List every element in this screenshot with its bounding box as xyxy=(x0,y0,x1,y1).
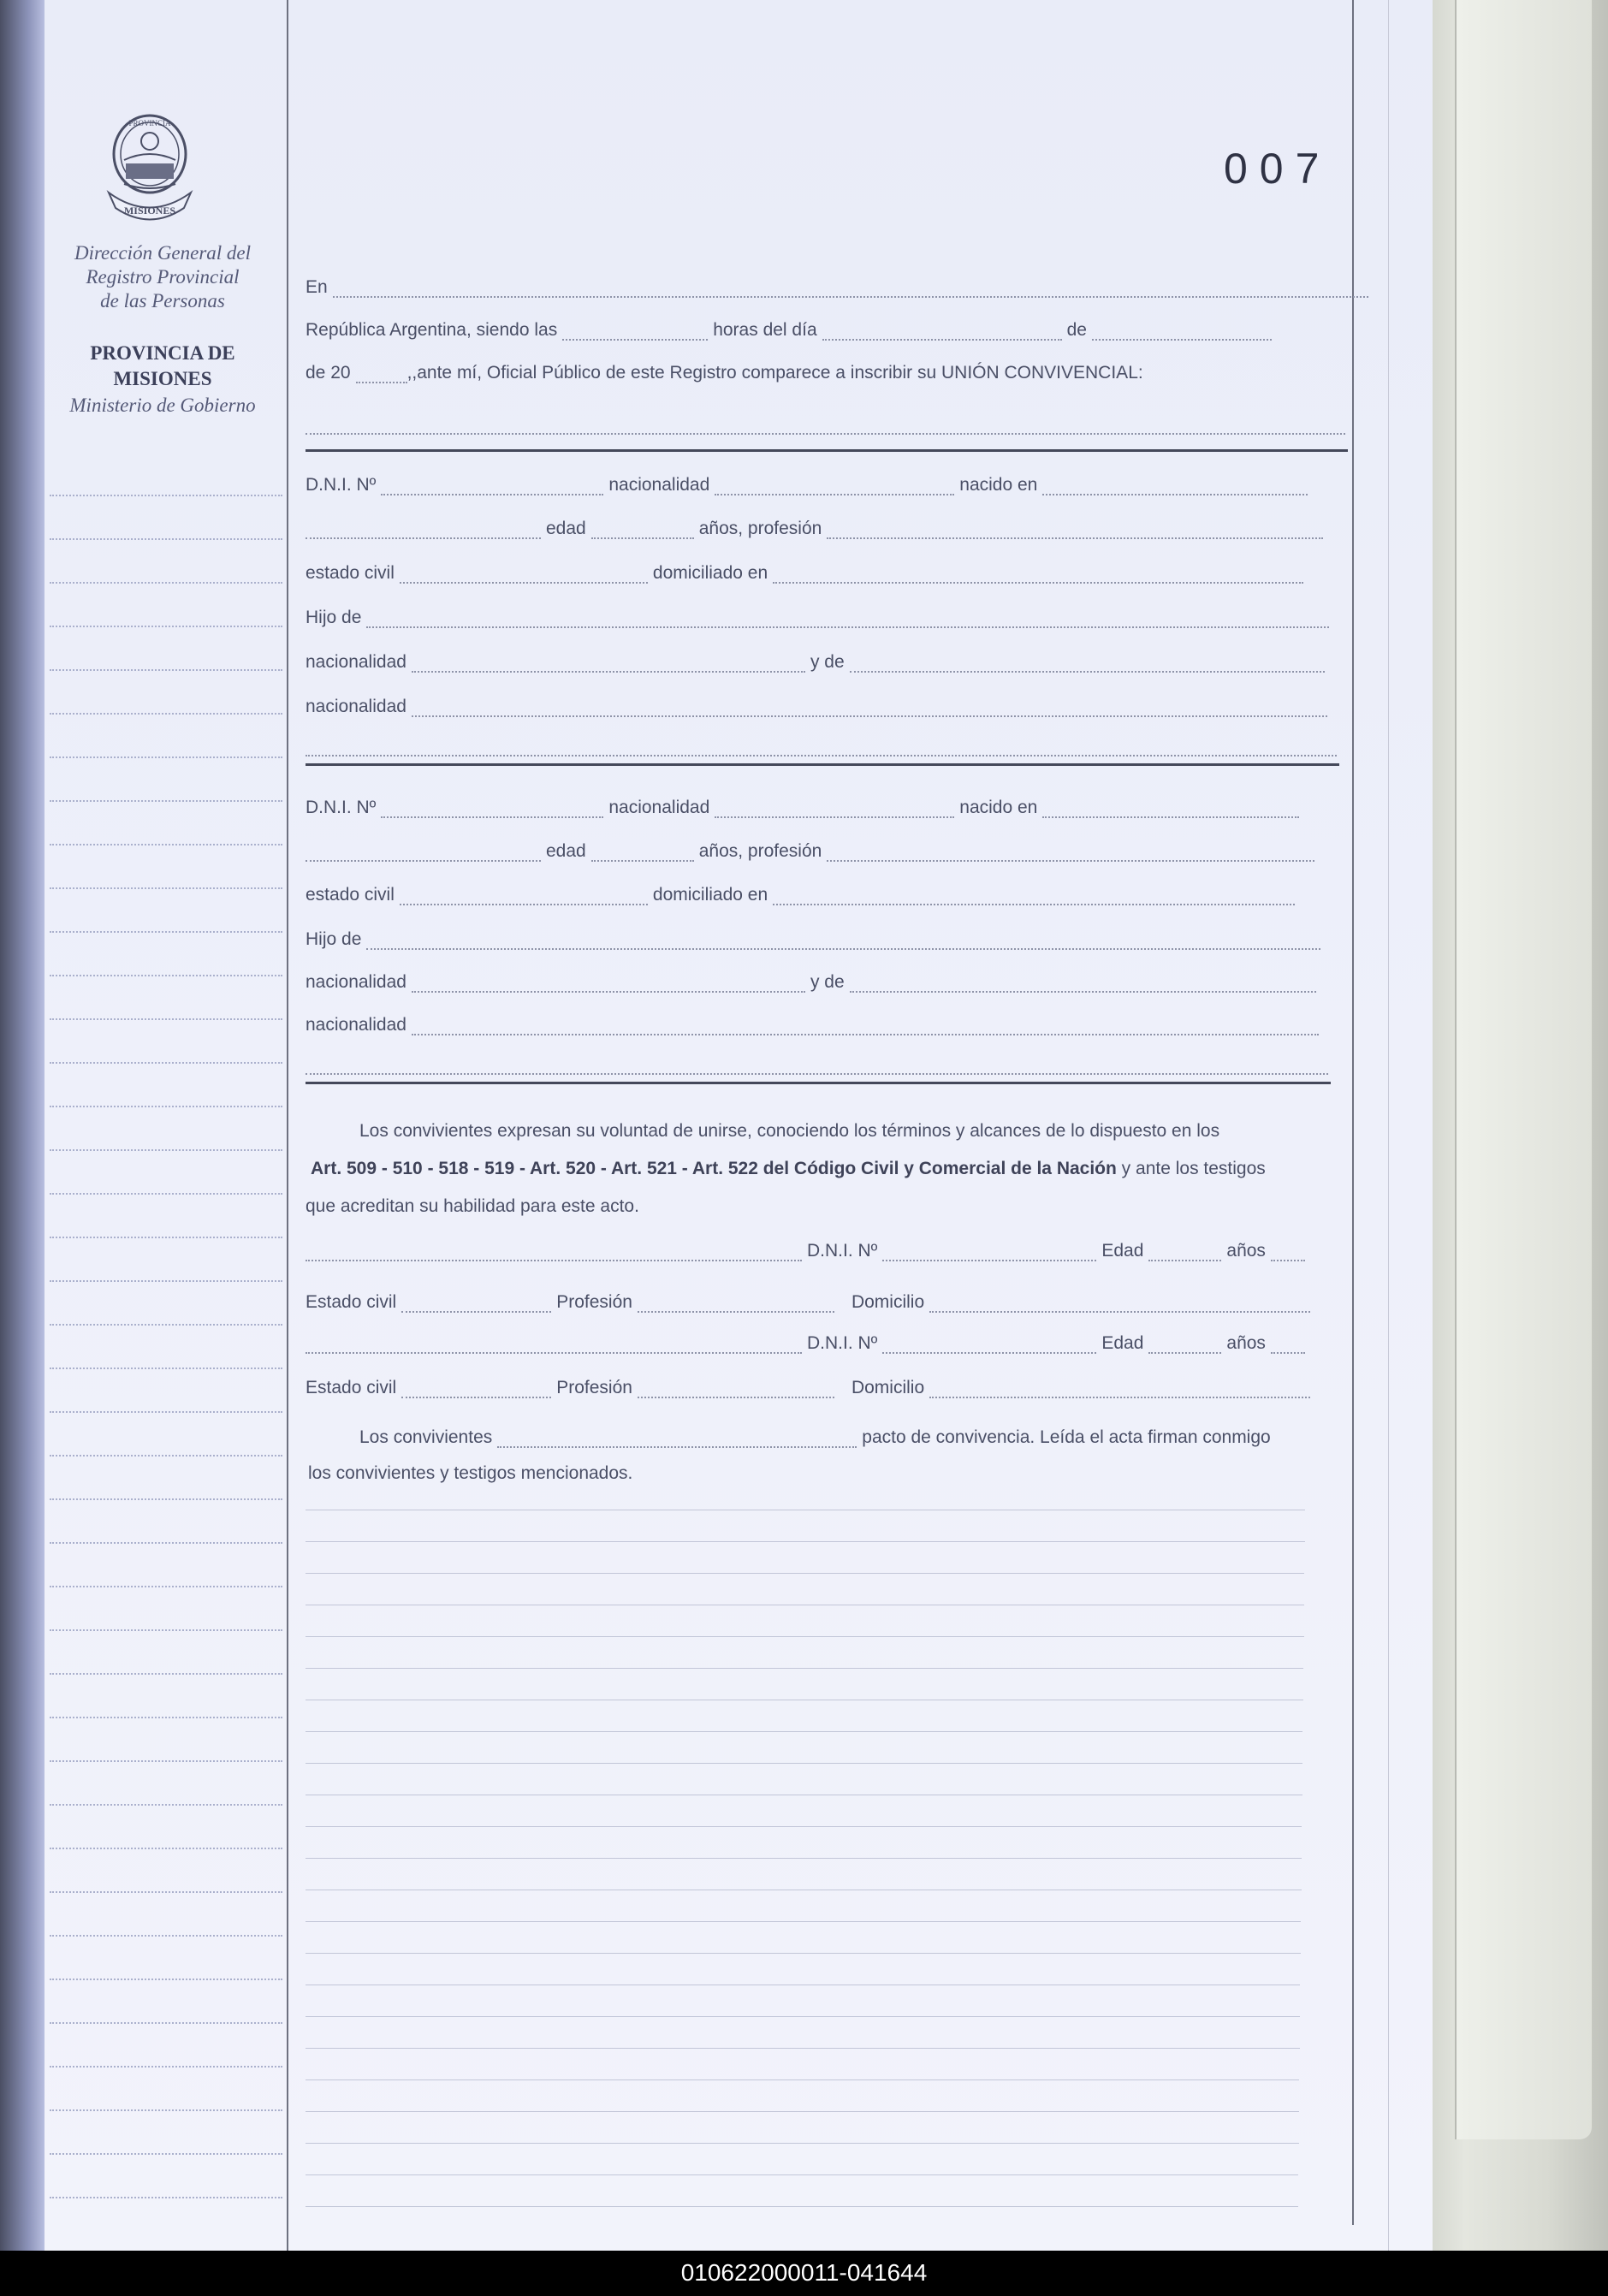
declaration-line-2-tail: y ante los testigos xyxy=(1116,1159,1266,1178)
margin-line xyxy=(50,713,282,715)
label-p1-nacido: nacido en xyxy=(959,475,1038,495)
label-w1-estado-civil: Estado civil xyxy=(306,1292,397,1312)
label-de: de xyxy=(1066,320,1087,340)
row-w1-name xyxy=(306,1241,1305,1261)
label-p1-y-de: y de xyxy=(810,652,845,672)
row-p2-dni xyxy=(306,798,1299,818)
field-p2-parent2-nationality[interactable] xyxy=(412,1018,1319,1035)
field-w2-anos-tail[interactable] xyxy=(1271,1337,1305,1354)
label-los-convivientes: Los convivientes xyxy=(359,1427,493,1447)
field-p2-nationality[interactable] xyxy=(715,801,954,818)
ruled-line[interactable] xyxy=(306,2079,1299,2080)
field-p1-profession[interactable] xyxy=(827,522,1323,539)
label-w2-dni: D.N.I. Nº xyxy=(807,1333,878,1353)
margin-line xyxy=(50,1324,282,1326)
field-p2-profession[interactable] xyxy=(827,845,1314,862)
field-year[interactable] xyxy=(356,366,407,383)
ruled-line[interactable] xyxy=(306,1826,1302,1827)
ruled-line[interactable] xyxy=(306,2174,1298,2175)
label-de20: de 20 xyxy=(306,363,351,383)
field-p2-extra[interactable] xyxy=(306,1058,1328,1075)
margin-line xyxy=(50,756,282,758)
ruled-line[interactable] xyxy=(306,2143,1299,2144)
field-p1-age[interactable] xyxy=(591,522,694,539)
field-w2-dni[interactable] xyxy=(882,1337,1096,1354)
field-p1-address[interactable] xyxy=(773,567,1303,584)
field-p2-address[interactable] xyxy=(773,888,1295,905)
ruled-line[interactable] xyxy=(306,2206,1298,2207)
label-p1-parent2-nationality: nacionalidad xyxy=(306,697,406,716)
row-p1-nac2 xyxy=(306,697,1327,717)
margin-line xyxy=(50,1629,282,1631)
margin-line xyxy=(50,626,282,627)
row-w2-name xyxy=(306,1333,1305,1354)
label-en: En xyxy=(306,277,328,297)
label-w2-anos: años xyxy=(1226,1333,1266,1353)
margin-line xyxy=(50,1280,282,1282)
ruled-line[interactable] xyxy=(306,1668,1303,1669)
margin-line xyxy=(50,1411,282,1413)
row-p1-estado xyxy=(306,563,1303,584)
label-p2-parent1-nationality: nacionalidad xyxy=(306,972,406,992)
margin-line xyxy=(50,1760,282,1762)
ruled-line[interactable] xyxy=(306,2048,1300,2049)
margin-line xyxy=(50,2197,282,2198)
margin-line xyxy=(50,1498,282,1500)
right-border-faint xyxy=(1388,0,1389,2251)
ruled-line[interactable] xyxy=(306,1763,1302,1764)
margin-line xyxy=(50,1542,282,1544)
margin-line xyxy=(50,2153,282,2155)
label-w1-anos: años xyxy=(1226,1241,1266,1261)
margin-line xyxy=(50,1455,282,1457)
margin-line xyxy=(50,1149,282,1151)
label-p2-nacido: nacido en xyxy=(959,798,1038,817)
margin-line xyxy=(50,1062,282,1064)
label-w2-domicilio: Domicilio xyxy=(851,1378,925,1397)
field-day[interactable] xyxy=(822,323,1062,341)
label-p2-nacionalidad: nacionalidad xyxy=(608,798,710,817)
ruled-line[interactable] xyxy=(306,1953,1301,1954)
field-month[interactable] xyxy=(1092,323,1272,341)
row-p2-hijo xyxy=(306,929,1320,950)
label-p2-hijo-de: Hijo de xyxy=(306,929,362,949)
ruled-line[interactable] xyxy=(306,1541,1305,1542)
field-p2-parent1[interactable] xyxy=(366,933,1320,950)
ministry-line: Ministerio de Gobierno xyxy=(69,395,256,416)
ruled-line[interactable] xyxy=(306,1573,1304,1574)
ruled-line[interactable] xyxy=(306,1636,1304,1637)
row-p2-edad xyxy=(306,841,1314,862)
field-p2-birthplace-cont[interactable] xyxy=(306,845,541,862)
row-w2-estado xyxy=(306,1378,1310,1398)
field-p2-parent1-nationality[interactable] xyxy=(412,976,805,993)
seal-bottom-text: MISIONES xyxy=(123,205,176,217)
margin-line xyxy=(50,931,282,933)
margin-line xyxy=(50,1979,282,1980)
right-border xyxy=(1352,0,1354,2225)
field-p1-nationality[interactable] xyxy=(715,478,954,495)
margin-line xyxy=(50,495,282,496)
field-p1-parent2-nationality[interactable] xyxy=(412,700,1327,717)
field-w2-name[interactable] xyxy=(306,1337,802,1354)
label-p2-anos-profesion: años, profesión xyxy=(698,841,822,861)
field-p1-extra[interactable] xyxy=(306,739,1337,756)
field-opening-extra[interactable] xyxy=(306,418,1345,435)
field-p1-parent1[interactable] xyxy=(366,611,1329,628)
field-w1-anos-tail[interactable] xyxy=(1271,1244,1305,1261)
label-pacto: pacto de convivencia. Leída el acta firman conmigo xyxy=(862,1427,1271,1447)
office-line-3: de las Personas xyxy=(100,290,225,311)
field-w1-dni[interactable] xyxy=(882,1244,1096,1261)
label-p1-anos-profesion: años, profesión xyxy=(698,519,822,538)
margin-line xyxy=(50,1193,282,1195)
label-w2-profesion: Profesión xyxy=(556,1378,632,1397)
margin-line xyxy=(50,2022,282,2024)
row-p2-blank xyxy=(306,1058,1328,1075)
label-p2-parent2-nationality: nacionalidad xyxy=(306,1015,406,1035)
declaration-line-2 xyxy=(311,1159,1266,1179)
margin-line xyxy=(50,887,282,889)
row-p2-estado xyxy=(306,885,1295,905)
margin-line xyxy=(50,2066,282,2068)
row-w1-estado xyxy=(306,1292,1310,1313)
declaration-line-3: que acreditan su habilidad para este acto. xyxy=(306,1196,639,1216)
label-w2-edad: Edad xyxy=(1101,1333,1144,1353)
field-p2-birthplace[interactable] xyxy=(1042,801,1299,818)
label-w1-edad: Edad xyxy=(1101,1241,1144,1261)
margin-divider xyxy=(287,0,288,2251)
row-republica xyxy=(306,320,1272,341)
row-en xyxy=(306,277,1368,298)
field-p1-parent2[interactable] xyxy=(850,656,1325,673)
field-w2-age[interactable] xyxy=(1148,1337,1221,1354)
row-ante xyxy=(306,363,1148,383)
row-p1-dni xyxy=(306,475,1308,495)
field-w1-age[interactable] xyxy=(1148,1244,1221,1261)
margin-line xyxy=(50,1848,282,1849)
margin-line xyxy=(50,975,282,976)
margin-line xyxy=(50,669,282,671)
row-p1-nac1 xyxy=(306,652,1325,673)
row-p2-nac2 xyxy=(306,1015,1319,1035)
margin-line xyxy=(50,1891,282,1893)
field-p1-birthplace[interactable] xyxy=(1042,478,1308,495)
field-p2-parent2[interactable] xyxy=(850,976,1316,993)
barcode-number: 010622000011-041644 xyxy=(680,2259,928,2286)
office-line-2: Registro Provincial xyxy=(86,266,240,288)
field-p2-age[interactable] xyxy=(591,845,694,862)
declaration-line-1: Los convivientes expresan su voluntad de unirse, conociendo los términos y alcances de lo dispuesto en los xyxy=(359,1121,1220,1141)
field-hour[interactable] xyxy=(562,323,708,341)
footer-bar xyxy=(0,2251,1608,2296)
field-p1-dni[interactable] xyxy=(381,478,603,495)
margin-line xyxy=(50,1106,282,1107)
row-p2-nac1 xyxy=(306,972,1316,993)
label-p1-dni: D.N.I. Nº xyxy=(306,475,377,495)
label-p1-hijo-de: Hijo de xyxy=(306,608,362,627)
label-w1-profesion: Profesión xyxy=(556,1292,632,1312)
field-w2-profession[interactable] xyxy=(638,1381,834,1398)
province-line-2: MISIONES xyxy=(113,368,212,389)
declaration-articles: Art. 509 - 510 - 518 - 519 - Art. 520 - Art. 521 - Art. 522 del Código Civil y Comercial de la Nación xyxy=(311,1159,1117,1178)
label-republica: República Argentina, siendo las xyxy=(306,320,558,340)
label-p1-nacionalidad: nacionalidad xyxy=(608,475,710,495)
margin-line xyxy=(50,1586,282,1587)
field-w1-civil-status[interactable] xyxy=(401,1296,551,1313)
field-place[interactable] xyxy=(333,281,1368,298)
ruled-line[interactable] xyxy=(306,1921,1301,1922)
margin-line xyxy=(50,1018,282,1020)
field-w2-address[interactable] xyxy=(929,1381,1310,1398)
margin-line xyxy=(50,1237,282,1238)
row-p1-edad xyxy=(306,519,1323,539)
field-p1-birthplace-cont[interactable] xyxy=(306,522,541,539)
margin-line xyxy=(50,1935,282,1937)
margin-line xyxy=(50,800,282,802)
margin-line xyxy=(50,844,282,845)
label-p2-dni: D.N.I. Nº xyxy=(306,798,377,817)
row-closing xyxy=(359,1427,1276,1448)
label-p2-edad: edad xyxy=(546,841,586,861)
margin-line xyxy=(50,582,282,584)
label-ante-mi: ,,ante mí, Oficial Público de este Registro comparece a inscribir su UNIÓN CONVIVENCIAL: xyxy=(406,363,1143,383)
label-p1-parent1-nationality: nacionalidad xyxy=(306,652,406,672)
label-horas: horas del día xyxy=(713,320,817,340)
label-p1-edad: edad xyxy=(546,519,586,538)
field-w1-name[interactable] xyxy=(306,1244,802,1261)
field-w1-profession[interactable] xyxy=(638,1296,834,1313)
field-w1-address[interactable] xyxy=(929,1296,1310,1313)
office-line-1: Dirección General del xyxy=(74,242,252,264)
margin-line xyxy=(50,538,282,540)
seal-top-text: PROVINCIA xyxy=(128,119,171,128)
label-p2-y-de: y de xyxy=(810,972,845,992)
field-w2-civil-status[interactable] xyxy=(401,1381,551,1398)
row-opening-blank xyxy=(306,418,1345,435)
margin-line xyxy=(50,1673,282,1675)
ruled-line[interactable] xyxy=(306,1858,1302,1859)
province-seal-icon xyxy=(98,107,201,235)
closing-line-2: los convivientes y testigos mencionados. xyxy=(308,1463,633,1483)
label-p1-domiciliado: domiciliado en xyxy=(652,563,768,583)
field-p2-civil-status[interactable] xyxy=(400,888,648,905)
row-p1-hijo xyxy=(306,608,1329,628)
section-separator-2 xyxy=(306,763,1339,766)
margin-line xyxy=(50,1368,282,1369)
label-w1-domicilio: Domicilio xyxy=(851,1292,925,1312)
page-edge-shadow xyxy=(0,0,47,2251)
margin-line xyxy=(50,1804,282,1806)
ruled-line[interactable] xyxy=(306,2111,1299,2112)
ruled-line[interactable] xyxy=(306,2016,1300,2017)
margin-line xyxy=(50,1717,282,1718)
label-w2-estado-civil: Estado civil xyxy=(306,1378,397,1397)
label-p2-domiciliado: domiciliado en xyxy=(652,885,768,905)
section-separator-1 xyxy=(306,449,1348,452)
row-p1-blank xyxy=(306,739,1337,756)
province-line-1: PROVINCIA DE xyxy=(90,342,235,364)
label-p2-estado-civil: estado civil xyxy=(306,885,395,905)
label-p1-estado-civil: estado civil xyxy=(306,563,395,583)
margin-line xyxy=(50,2109,282,2111)
label-w1-dni: D.N.I. Nº xyxy=(807,1241,878,1261)
field-p2-dni[interactable] xyxy=(381,801,603,818)
field-p1-civil-status[interactable] xyxy=(400,567,648,584)
binder-cover xyxy=(1455,0,1592,2139)
field-pact-details[interactable] xyxy=(497,1431,857,1448)
ruled-line[interactable] xyxy=(306,1731,1302,1732)
entry-number: 007 xyxy=(1224,145,1332,193)
section-separator-3 xyxy=(306,1082,1331,1084)
field-p1-parent1-nationality[interactable] xyxy=(412,656,805,673)
